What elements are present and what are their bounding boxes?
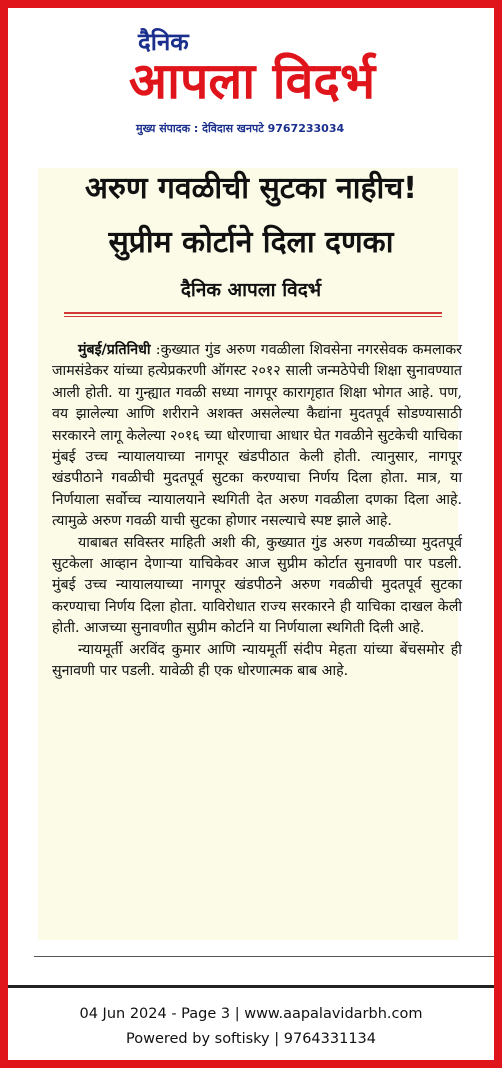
masthead-small-title: दैनिक (138, 28, 189, 56)
article-byline: दैनिक आपला विदर्भ (180, 279, 322, 301)
article-paragraph-3: न्यायमूर्ती अरविंद कुमार आणि न्यायमूर्ती संदीप मेहता यांच्या बेंचसमोर ही सुनावणी पार पडली. यावेळी ही एक धोरणात्मक बाब आहे. (52, 641, 462, 680)
footer-divider-thin (34, 956, 494, 957)
article-dateline: मुंबई/प्रतिनिधी (78, 342, 151, 358)
headline-line-1: अरुण गवळीची सुटका नाहीच! (85, 171, 417, 206)
article-paragraph-1 (52, 340, 462, 533)
article-body (52, 340, 462, 683)
article-paragraph-2: याबाबत सविस्तर माहिती अशी की, कुख्यात गुंड अरुण गवळीच्या मुदतपूर्व सुटकेला आव्हान देणाऱ्या याचिकेवर आज सुप्रीम कोर्टात सुनावणी पार पडली. मुंबई उच्च न्यायालयाच्या नागपूर खंडपीठने अरुण गवळीची मुदतपूर्व सुटका करण्याचा निर्णय दिला होता. याविरोधात राज्य सरकारने ही याचिका दाखल केली होती. आजच्या सुनावणीत सुप्रीम कोर्टाने या निर्णयाला स्थगिती दिली आहे. (52, 534, 462, 637)
headline-divider-thin (64, 316, 442, 317)
headline-divider-thick (64, 312, 442, 314)
footer-powered-by: Powered by softisky | 9764331134 (125, 1031, 376, 1047)
headline-line-2: सुप्रीम कोर्टाने दिला दणका (108, 225, 394, 260)
footer-date-page-site: 04 Jun 2024 - Page 3 | www.aapalavidarbh.com (79, 1006, 423, 1022)
editor-line: मुख्य संपादक : देविदास खनपटे 9767233034 (136, 122, 345, 135)
masthead-brand-logo: आपला विदर्भ (128, 52, 376, 110)
footer-divider-thick (8, 985, 494, 988)
article-paragraph-1-text: :कुख्यात गुंड अरुण गवळीला शिवसेना नगरसेवक कमलाकर जामसंडेकर यांच्या हत्येप्रकरणी ऑगस्ट २०१२ साली जन्मठेपेची शिक्षा सुनावण्यात आली होती. या गुन्ह्यात गवळी सध्या नागपूर कारागृहात शिक्षा भोगत आहे. पण, वय झालेल्या आणि शरीराने अशक्त असलेल्या कैद्यांना मुदतपूर्व सोडण्यासाठी सरकारने लागू केलेल्या २०१६ च्या धोरणाचा आधार घेत गवळीने सुटकेची याचिका मुंबई उच्च न्यायालयाच्या नागपूर खंडपीठात केली होती. त्यानुसार, नागपूर खंडपीठाने गवळीची मुदतपूर्व सुटका करण्याचा निर्णय दिला होता. मात्र, या निर्णयाला सर्वोच्च न्यायालयाने स्थगिती देत अरुण गवळीला दणका दिला आहे. त्यामुळे अरुण गवळी याची सुटका होणार नसल्याचे स्पष्ट झाले आहे. (52, 342, 462, 530)
